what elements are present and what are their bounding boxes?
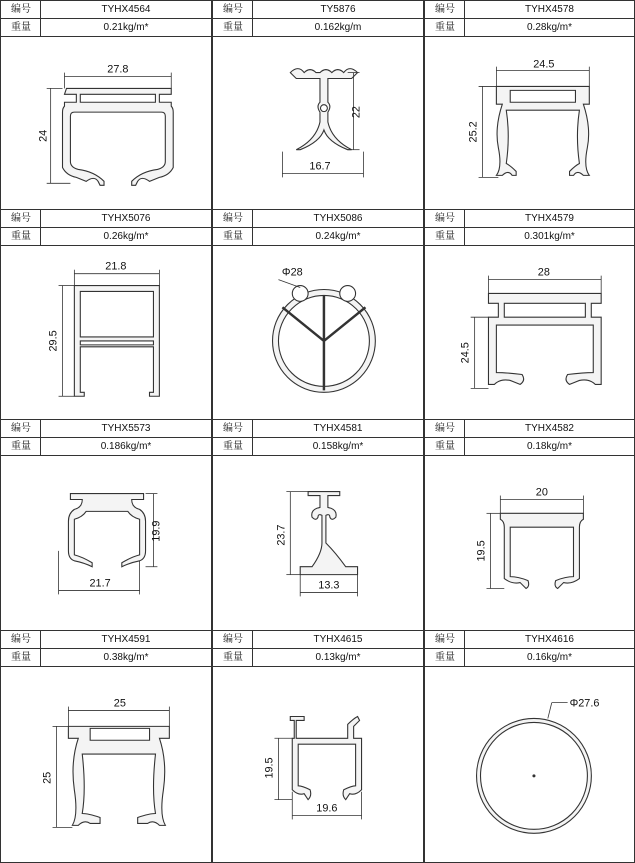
profile-cell [424,209,635,420]
dimension-label: 24 [37,129,50,142]
code-row [425,631,634,649]
profile-weight: 0.158kg/m* [312,441,364,452]
dimension-label: 24.5 [459,342,472,364]
dimension-label: 19.5 [475,540,488,562]
weight-row [1,438,211,456]
weight-row [1,649,211,667]
dimension-label: 24.5 [533,58,555,71]
profile-drawing [213,667,423,862]
code-label: 编号 [1,420,41,437]
profile-weight: 0.162kg/m [314,22,362,33]
weight-label: 重量 [425,438,465,455]
dimension-label: Φ28 [281,266,303,279]
weight-label: 重量 [425,649,465,666]
profile-code: TYHX4616 [525,634,574,645]
dimension-label: 16.7 [309,160,331,173]
code-row [1,210,211,228]
weight-row [425,19,634,37]
profile-cell [0,419,212,631]
profile-cell [424,419,635,631]
code-row [425,210,634,228]
dimension-label: 19.5 [263,757,276,779]
profile-weight: 0.21kg/m* [103,22,149,33]
weight-label: 重量 [213,19,253,36]
profile-weight: 0.186kg/m* [100,441,152,452]
weight-row [425,228,634,246]
profile-code: TY5876 [320,4,356,15]
profile-code: TYHX5076 [101,213,151,224]
dimension-label: 23.7 [275,524,288,546]
profile-code: TYHX4564 [101,4,151,15]
profile-weight: 0.13kg/m* [315,652,361,663]
profile-cell [424,630,635,863]
dimension-label: 21.8 [105,260,127,273]
code-label: 编号 [213,420,253,437]
profile-code: TYHX4579 [525,213,574,224]
profile-drawing [1,37,211,209]
dimension-label: 29.5 [47,330,60,352]
profile-drawing [1,667,211,862]
code-row [1,420,211,438]
code-label: 编号 [213,210,253,227]
profile-code: TYHX4578 [525,4,574,15]
profile-cell [0,209,212,420]
weight-label: 重量 [213,649,253,666]
dimension-label: 19.6 [316,802,338,815]
code-label: 编号 [425,1,465,18]
profile-drawing [213,37,423,209]
profile-cell [0,630,212,863]
profile-cell [0,0,212,210]
profile-cell [212,0,424,210]
weight-row [1,19,211,37]
code-label: 编号 [1,210,41,227]
dimension-label: 21.7 [89,577,111,590]
code-label: 编号 [1,631,41,648]
weight-label: 重量 [1,228,41,245]
weight-label: 重量 [1,19,41,36]
code-label: 编号 [425,420,465,437]
code-row [1,1,211,19]
profile-drawing [425,37,634,209]
dimension-label: 25.2 [467,121,480,143]
weight-label: 重量 [213,438,253,455]
dimension-label: 25 [41,771,54,784]
code-label: 编号 [425,631,465,648]
profile-code: TYHX5573 [101,423,151,434]
profile-weight: 0.16kg/m* [526,652,573,663]
profile-code: TYHX4591 [101,634,151,645]
code-row [1,631,211,649]
code-label: 编号 [1,1,41,18]
code-label: 编号 [213,1,253,18]
dimension-label: 28 [537,266,550,279]
code-label: 编号 [213,631,253,648]
weight-row [425,438,634,456]
profile-drawing [213,246,423,419]
dimension-label: 13.3 [318,579,340,592]
dimension-label: 22 [350,106,363,119]
weight-row [213,649,423,667]
code-label: 编号 [425,210,465,227]
profile-drawing [1,456,211,630]
profile-drawing [1,246,211,419]
profile-code: TYHX4615 [313,634,363,645]
profile-weight: 0.38kg/m* [103,652,149,663]
dimension-label: 25 [113,697,126,710]
profile-drawing [213,456,423,630]
profile-code: TYHX4582 [525,423,574,434]
profile-weight: 0.28kg/m* [526,22,573,33]
weight-label: 重量 [1,649,41,666]
profile-weight: 0.24kg/m* [315,231,361,242]
profile-weight: 0.18kg/m* [526,441,573,452]
profile-cell [212,419,424,631]
weight-row [213,438,423,456]
profile-weight: 0.26kg/m* [103,231,149,242]
weight-row [1,228,211,246]
weight-label: 重量 [425,19,465,36]
weight-row [213,19,423,37]
profile-code: TYHX4581 [313,423,363,434]
weight-label: 重量 [425,228,465,245]
profile-drawing [425,246,634,419]
weight-label: 重量 [1,438,41,455]
weight-row [213,228,423,246]
code-row [213,1,423,19]
dimension-label: 19.9 [150,520,163,542]
code-row [425,420,634,438]
weight-row [425,649,634,667]
weight-label: 重量 [213,228,253,245]
profile-drawing [425,667,634,862]
dimension-label: 20 [535,486,548,499]
profile-cell [212,630,424,863]
code-row [213,420,423,438]
code-row [213,631,423,649]
dimension-label: Φ27.6 [569,697,600,710]
profile-cell [212,209,424,420]
profile-cell [424,0,635,210]
profile-code: TYHX5086 [313,213,363,224]
profile-weight: 0.301kg/m* [524,231,575,242]
profile-drawing [425,456,634,630]
dimension-label: 27.8 [107,63,129,76]
code-row [213,210,423,228]
code-row [425,1,634,19]
